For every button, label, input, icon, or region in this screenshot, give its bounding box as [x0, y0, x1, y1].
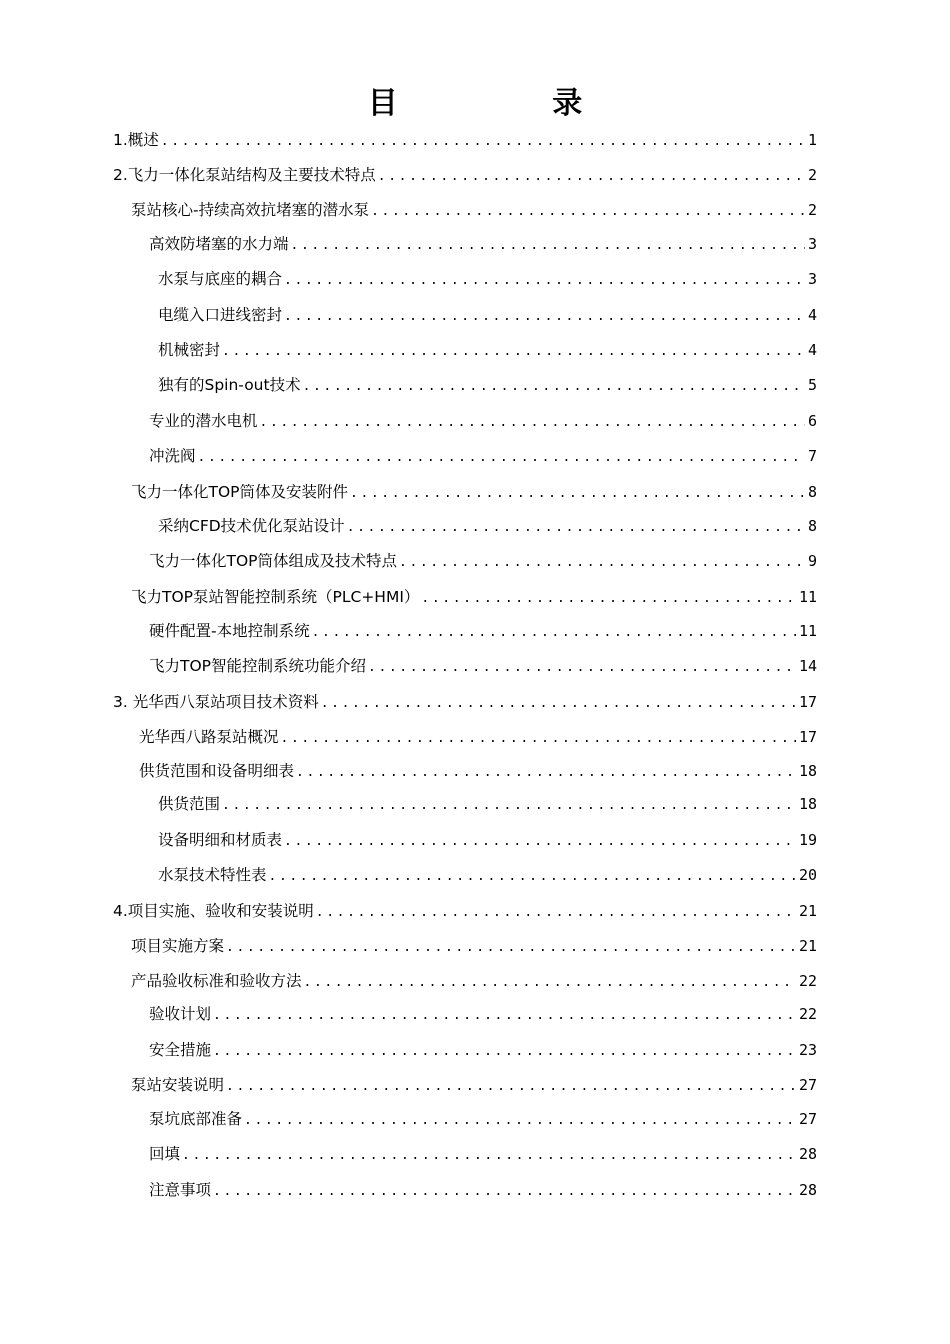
toc-entry[interactable] — [158, 825, 817, 855]
toc-entry[interactable] — [149, 616, 817, 646]
toc-entry[interactable] — [113, 125, 817, 155]
toc-entry-text: 飞力TOP泵站智能控制系统（PLC+HMI） — [131, 588, 420, 606]
toc-page-number: 23 — [798, 1041, 817, 1059]
toc-entry[interactable] — [149, 1139, 817, 1169]
toc-entry[interactable] — [149, 999, 817, 1029]
toc-leader-dots — [291, 231, 805, 261]
toc-entry-text: 水泵与底座的耦合 — [158, 270, 283, 288]
toc-leader-dots — [321, 689, 796, 719]
toc-page-number: 22 — [798, 1005, 817, 1023]
toc-leader-dots — [312, 618, 796, 648]
toc-entry-text: 专业的潜水电机 — [149, 412, 258, 430]
toc-entry-text: 采纳CFD技术优化泵站设计 — [158, 517, 345, 535]
toc-entry-text: 回填 — [149, 1145, 181, 1163]
page-title: 目 录 — [367, 86, 655, 121]
toc-leader-dots — [260, 408, 805, 438]
toc-leader-dots — [198, 443, 805, 473]
toc-page-number: 3 — [807, 270, 817, 288]
toc-page-number: 5 — [807, 376, 817, 394]
toc-leader-dots — [378, 162, 805, 192]
toc-page-number: 1 — [807, 131, 817, 149]
toc-entry-text: 水泵技术特性表 — [158, 866, 267, 884]
toc-entry[interactable] — [131, 966, 817, 996]
toc-entry-text: 1.概述 — [113, 131, 159, 149]
toc-entry-text: 飞力TOP智能控制系统功能介绍 — [149, 657, 367, 675]
toc-entry[interactable] — [158, 860, 817, 890]
toc-entry[interactable] — [131, 931, 817, 961]
toc-leader-dots — [304, 968, 796, 998]
toc-leader-dots — [371, 197, 805, 227]
toc-entry[interactable] — [113, 160, 817, 190]
toc-page-number: 2 — [807, 166, 817, 184]
toc-leader-dots — [222, 791, 796, 821]
toc-page-number: 18 — [798, 795, 817, 813]
toc-page-number: 9 — [807, 552, 817, 570]
toc-entry[interactable] — [149, 441, 817, 471]
toc-entry-text: 注意事项 — [149, 1181, 212, 1199]
toc-entry-text: 泵站核心-持续高效抗堵塞的潜水泵 — [131, 201, 370, 219]
toc-page-number: 2 — [807, 201, 817, 219]
toc-page-number: 17 — [798, 693, 817, 711]
toc-entry-text: 2.飞力一体化泵站结构及主要技术特点 — [113, 166, 376, 184]
toc-entry-text: 独有的Spin-out技术 — [158, 376, 301, 394]
toc-entry-text: 验收计划 — [149, 1005, 212, 1023]
toc-entry[interactable] — [149, 406, 817, 436]
toc-page-number: 28 — [798, 1145, 817, 1163]
toc-entry-text: 硬件配置-本地控制系统 — [149, 622, 310, 640]
toc-entry[interactable] — [158, 300, 817, 330]
toc-page-number: 27 — [798, 1076, 817, 1094]
toc-entry-text: 3. 光华西八泵站项目技术资料 — [113, 693, 319, 711]
toc-entry[interactable] — [149, 651, 817, 681]
toc-entry[interactable] — [131, 1070, 817, 1100]
toc-page-number: 11 — [798, 622, 817, 640]
toc-leader-dots — [213, 1001, 796, 1031]
toc-entry-text: 泵站安装说明 — [131, 1076, 225, 1094]
toc-entry-text: 产品验收标准和验收方法 — [131, 972, 302, 990]
toc-page-number: 4 — [807, 306, 817, 324]
toc-leader-dots — [213, 1037, 796, 1067]
toc-entry-text: 泵坑底部准备 — [149, 1110, 243, 1128]
toc-entry[interactable] — [158, 370, 817, 400]
toc-leader-dots — [161, 127, 805, 157]
toc-page-number: 28 — [798, 1181, 817, 1199]
toc-leader-dots — [316, 898, 796, 928]
toc-leader-dots — [368, 653, 796, 683]
toc-entry-text: 4.项目实施、验收和安装说明 — [113, 902, 314, 920]
toc-page-number: 18 — [798, 762, 817, 780]
toc-leader-dots — [281, 724, 796, 754]
toc-entry-text: 供货范围和设备明细表 — [139, 762, 295, 780]
toc-page-number: 4 — [807, 341, 817, 359]
toc-page-number: 19 — [798, 831, 817, 849]
toc-leader-dots — [284, 827, 796, 857]
toc-entry-text: 设备明细和材质表 — [158, 831, 283, 849]
toc-leader-dots — [226, 933, 796, 963]
toc-entry[interactable] — [149, 229, 817, 259]
toc-leader-dots — [284, 266, 805, 296]
toc-leader-dots — [244, 1106, 796, 1136]
toc-leader-dots — [399, 548, 805, 578]
toc-page-number: 22 — [798, 972, 817, 990]
toc-page-number: 11 — [798, 588, 817, 606]
toc-leader-dots — [222, 337, 805, 367]
toc-entry-text: 飞力一体化TOP筒体及安装附件 — [131, 483, 349, 501]
toc-leader-dots — [269, 862, 796, 892]
toc-entry[interactable] — [113, 896, 817, 926]
toc-entry-text: 安全措施 — [149, 1041, 212, 1059]
toc-page-number: 21 — [798, 902, 817, 920]
toc-entry-text: 电缆入口进线密封 — [158, 306, 283, 324]
toc-entry[interactable] — [158, 264, 817, 294]
toc-page-number: 14 — [798, 657, 817, 675]
toc-entry[interactable] — [139, 722, 817, 752]
toc-entry-text: 供货范围 — [158, 795, 221, 813]
toc-entry[interactable] — [158, 511, 817, 541]
toc-entry-text: 光华西八路泵站概况 — [139, 728, 279, 746]
toc-entry[interactable] — [149, 546, 817, 576]
toc-leader-dots — [226, 1072, 796, 1102]
toc-entry[interactable] — [149, 1104, 817, 1134]
toc-entry[interactable] — [158, 335, 817, 365]
toc-entry[interactable] — [139, 756, 817, 786]
toc-page-number: 3 — [807, 235, 817, 253]
toc-entry-text: 高效防堵塞的水力端 — [149, 235, 289, 253]
toc-entry[interactable] — [131, 477, 817, 507]
toc-entry-text: 项目实施方案 — [131, 937, 225, 955]
toc-page-number: 8 — [807, 483, 817, 501]
toc-entry[interactable] — [158, 789, 817, 819]
toc-leader-dots — [182, 1141, 796, 1171]
toc-page-number: 7 — [807, 447, 817, 465]
toc-leader-dots — [296, 758, 796, 788]
toc-page-number: 8 — [807, 517, 817, 535]
toc-leader-dots — [213, 1177, 796, 1207]
toc-entry[interactable] — [149, 1175, 817, 1205]
toc-entry[interactable] — [113, 687, 817, 717]
toc-entry[interactable] — [149, 1035, 817, 1065]
toc-leader-dots — [347, 513, 805, 543]
toc-page-number: 27 — [798, 1110, 817, 1128]
toc-page-number: 21 — [798, 937, 817, 955]
toc-leader-dots — [284, 302, 805, 332]
toc-leader-dots — [303, 372, 805, 402]
toc-page-number: 17 — [798, 728, 817, 746]
toc-entry[interactable] — [131, 582, 817, 612]
toc-entry-text: 飞力一体化TOP筒体组成及技术特点 — [149, 552, 398, 570]
toc-page-number: 20 — [798, 866, 817, 884]
toc-entry-text: 冲洗阀 — [149, 447, 196, 465]
toc-entry-text: 机械密封 — [158, 341, 221, 359]
toc-entry[interactable] — [131, 195, 817, 225]
toc-leader-dots — [350, 479, 805, 509]
toc-page-number: 6 — [807, 412, 817, 430]
toc-leader-dots — [421, 584, 796, 614]
